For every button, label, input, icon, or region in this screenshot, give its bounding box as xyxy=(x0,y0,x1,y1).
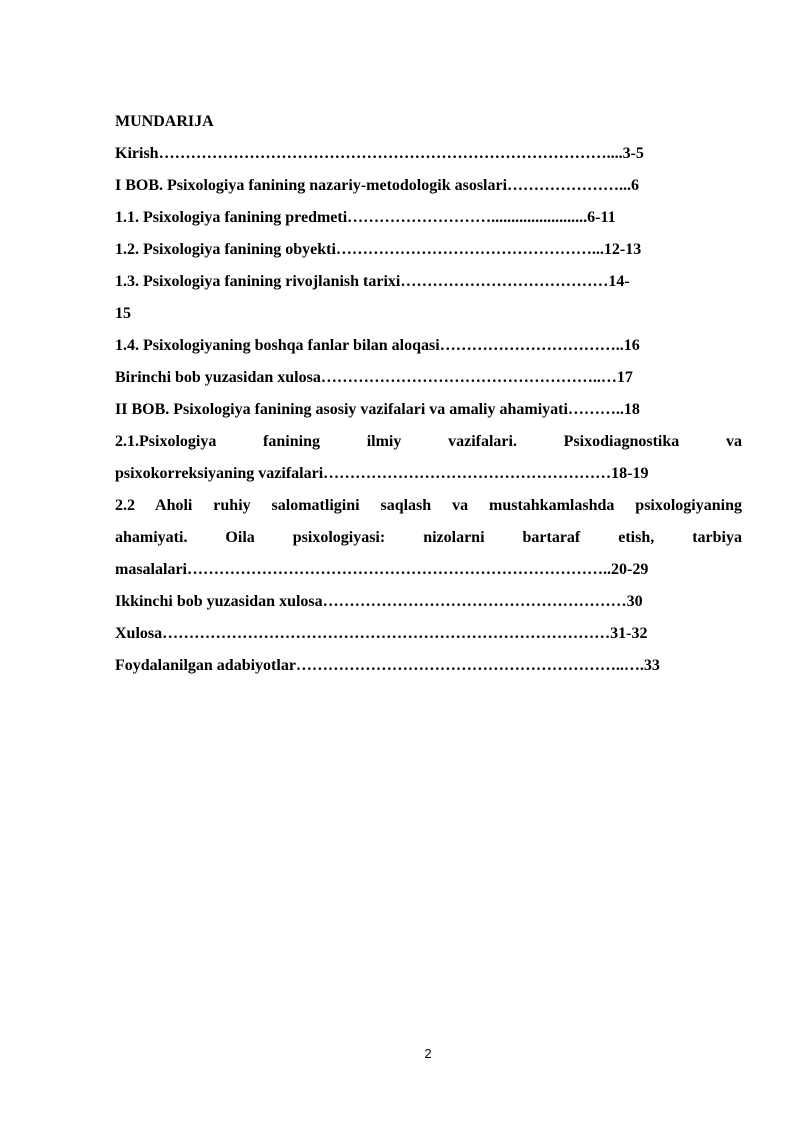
toc-entry-2-2: 2.2 Aholi ruhiy salomatligini saqlash va mustahkamlashda psixologiyaning xyxy=(115,497,742,514)
toc-entry-1-3: 1.3. Psixologiya fanining rivojlanish tarixi…………………………………14- xyxy=(115,273,630,290)
toc-entry-xulosa: Xulosa…………………………………………………………………………31-32 xyxy=(115,625,648,642)
toc-entry-2-2-continued: ahamiyati. Oila psixologiyasi: nizolarni bartaraf etish, tarbiya xyxy=(115,529,742,546)
toc-entry-1-3-continued: 15 xyxy=(115,305,131,322)
toc-entry-1-2: 1.2. Psixologiya fanining obyekti…………………………………………...12-13 xyxy=(115,241,642,258)
toc-entry-2-1: 2.1.Psixologiya fanining ilmiy vazifalari. Psixodiagnostika va xyxy=(115,433,742,450)
toc-entry-2-1-continued: psixokorreksiyaning vazifalari………………………………………………18-19 xyxy=(115,465,649,482)
toc-title: MUNDARIJA xyxy=(115,113,214,130)
toc-entry-kirish: Kirish…………………………………………………………………………....3-5 xyxy=(115,145,644,162)
toc-entry-references: Foydalanilgan adabiyotlar……………………………………………………..….33 xyxy=(115,657,660,674)
toc-entry-chapter-1-conclusion: Birinchi bob yuzasidan xulosa……………………………………………..…17 xyxy=(115,369,633,386)
toc-entry-1-1: 1.1. Psixologiya fanining predmeti………………………........................6-11 xyxy=(115,209,616,226)
toc-entry-2-2-pages: masalalari……………………………………………………………………..20-29 xyxy=(115,561,649,578)
toc-entry-chapter-2: II BOB. Psixologiya fanining asosiy vazifalari va amaliy ahamiyati………..18 xyxy=(115,401,640,418)
table-of-contents xyxy=(115,106,742,682)
toc-entry-chapter-2-conclusion: Ikkinchi bob yuzasidan xulosa…………………………………………………30 xyxy=(115,593,643,610)
page-number: 2 xyxy=(424,1046,432,1061)
toc-entry-1-4: 1.4. Psixologiyaning boshqa fanlar bilan aloqasi……………………………..16 xyxy=(115,337,640,354)
toc-entry-chapter-1: I BOB. Psixologiya fanining nazariy-metodologik asoslari…………………...6 xyxy=(115,177,640,194)
